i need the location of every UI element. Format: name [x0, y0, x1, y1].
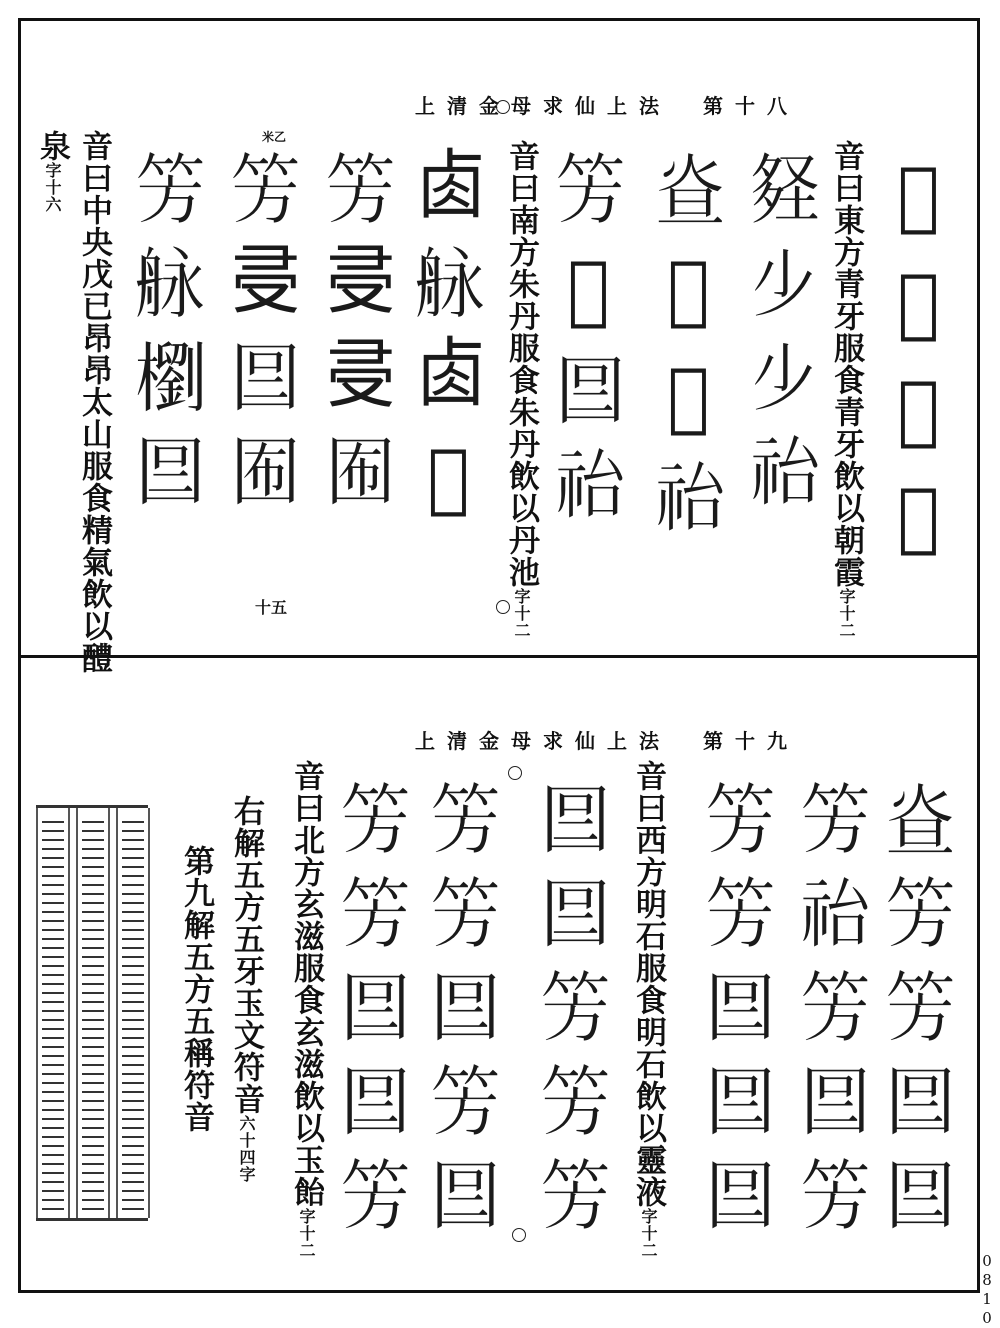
top-note-center-end: 泉字十六	[34, 130, 70, 213]
circle-mark	[508, 766, 522, 780]
bottom-seal-col-3: 𥫳𥫳𡇉𡇉𡇉	[697, 780, 780, 1250]
top-note-center: 音曰中央戊已昂昂太山服食精氣飲以醴	[76, 130, 112, 674]
bottom-seal-col-6: 𥫳𥫳𡇉𡇉𥫳	[332, 780, 415, 1250]
top-small-mark: 米乙	[262, 130, 287, 144]
top-seal-col-2: 𡌪𣥂𣥂𥙉	[742, 150, 825, 526]
top-seal-col-8: 𥫳𦨬𣞗𡇉	[127, 150, 210, 526]
bottom-seal-col-1: 𤇁𥫳𥫳𡇉𡇉	[877, 780, 960, 1250]
bottom-seal-col-4: 𡇉𡇉𥫳𥫳𥫳	[532, 780, 615, 1250]
page-number: 0810	[978, 1252, 996, 1328]
circle-mark	[496, 600, 510, 614]
seal-stamp	[36, 805, 148, 1221]
page-divider	[18, 655, 980, 658]
top-note-east: 音曰東方青牙服食青牙飲以朝霞字十二	[828, 140, 864, 639]
bottom-note-west: 音曰西方明石服食明石飲以靈液字十二	[630, 760, 666, 1259]
bottom-seal-col-5: 𥫳𥫳𡇉𥫳𡇉	[422, 780, 505, 1250]
bottom-note-title: 第九解五方五稱符音	[178, 845, 214, 1133]
circle-mark	[512, 1228, 526, 1242]
top-seal-col-4: 𥫳𣹏𡇉𥙉	[547, 150, 630, 539]
top-seal-col-1: 𣓚𠫤𡙇𥦮	[877, 150, 960, 578]
top-seal-col-3: 𤇁𦣡𦣡𥙉	[647, 150, 730, 552]
top-header: 上清金母求仙上法 第十八	[415, 94, 799, 118]
top-small-mark-15: 十五	[255, 598, 288, 617]
bottom-note-north: 音曰北方玄滋服食玄滋飲以玉飴字十二	[288, 760, 324, 1259]
circle-mark	[496, 100, 510, 114]
bottom-note-summary: 右解五方五牙玉文符音六十四字	[228, 795, 264, 1183]
bottom-seal-col-2: 𥫳𥙉𥫳𡇉𥫳	[792, 780, 875, 1250]
top-seal-col-5: 𠧪𦨬𠧪𠫤	[407, 150, 490, 539]
top-seal-col-6: 𥫳𠬶𠬶𡇊	[317, 150, 400, 526]
bottom-header: 上清金母求仙上法 第十九	[415, 729, 799, 753]
top-note-south: 音曰南方朱丹服食朱丹飲以丹池字十二	[503, 140, 539, 639]
top-seal-col-7: 𥫳𠬶𡇉𡇊	[222, 150, 305, 526]
